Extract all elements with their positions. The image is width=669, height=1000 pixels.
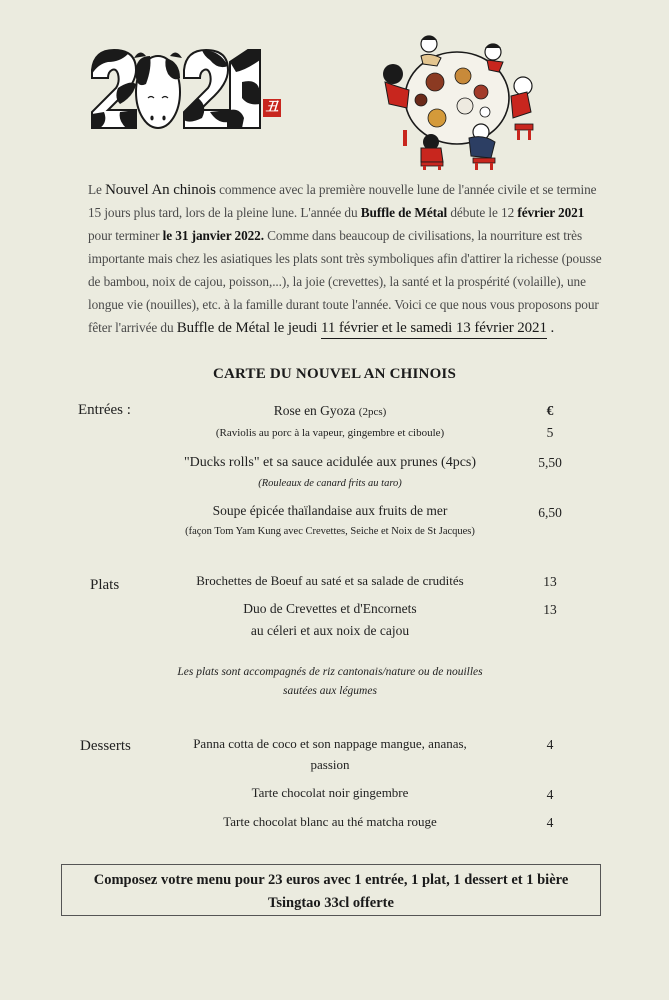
dish-ducks-rolls: "Ducks rolls" et sa sauce acidulée aux prunes (4pcs)	[183, 455, 477, 470]
digit-2-second	[184, 50, 228, 128]
section-label-plats: Plats	[90, 577, 120, 593]
family-dinner-illustration	[365, 30, 545, 170]
digit-1	[230, 50, 260, 128]
dish-price: 6,50	[538, 505, 562, 520]
dish-price: 4	[546, 815, 554, 830]
dish-duo-crevettes-line2: au céleri et aux noix de cajou	[250, 623, 410, 638]
cow-2021-logo	[90, 48, 280, 130]
dish-tarte-chocolat-noir: Tarte chocolat noir gingembre	[251, 785, 409, 800]
person-elder-right	[511, 77, 533, 140]
dish-panna-cotta-line2: passion	[310, 757, 350, 772]
intro-line-4: importante mais chez les asiatiques les plats sont très symboliques afin d'attirer la richesse (pousse	[88, 251, 602, 266]
event-dates-underlined: 11 février et le samedi 13 février 2021	[321, 320, 547, 339]
end-date-bold: le 31 janvier 2022.	[162, 228, 264, 243]
menu-offer-box	[61, 864, 601, 916]
section-label-entrees: Entrées :	[78, 402, 131, 418]
intro-line-1: Le Nouvel An chinois commence avec la première nouvelle lune de l'année civile et se termine	[88, 182, 597, 198]
section-label-desserts: Desserts	[80, 738, 131, 754]
intro-line-2: 15 jours plus tard, lors de la pleine lune. L'année du Buffle de Métal débute le 12 février 2021	[88, 205, 585, 220]
intro-line-5: de bambou, noix de cajou, poisson,...), la joie (crevettes), la santé et la prospérité (volaille), une	[88, 274, 586, 289]
dish-description: (façon Tom Yam Kung avec Crevettes, Seiche et Noix de St Jacques)	[185, 526, 475, 537]
dish-duo-crevettes: Duo de Crevettes et d'Encornets	[243, 601, 417, 616]
cow-face-zero	[134, 52, 182, 128]
person-top	[421, 36, 441, 66]
menu-title: CARTE DU NOUVEL AN CHINOIS	[212, 366, 457, 382]
person-red-left	[383, 64, 409, 108]
intro-line-7: fêter l'arrivée du Buffle de Métal le jeudi 11 février et le samedi 13 février 2021 .	[88, 320, 608, 337]
dish-description: (Rouleaux de canard frits au taro)	[258, 478, 402, 489]
dish-price: 4	[546, 787, 554, 802]
dish-brochettes-boeuf: Brochettes de Boeuf au saté et sa salade de crudités	[196, 573, 464, 588]
buffle-de-metal-bold: Buffle de Métal	[360, 205, 448, 220]
dish-rose-en-gyoza: Rose en Gyoza (2pcs)	[273, 403, 387, 418]
dish-price: 5,50	[538, 455, 562, 470]
dish-price: 13	[543, 574, 557, 589]
dish-price: 5	[546, 425, 554, 440]
dish-price: 13	[543, 602, 557, 617]
digit-2	[92, 50, 136, 128]
plats-accompaniment-note-line2: sautées aux légumes	[283, 685, 377, 697]
dish-soupe-epicee: Soupe épicée thaïlandaise aux fruits de mer	[212, 503, 448, 518]
dish-panna-cotta: Panna cotta de coco et son nappage mangue, ananas,	[193, 736, 467, 751]
intro-line-3: pour terminer le 31 janvier 2022. Comme dans beaucoup de civilisations, la nourriture est très	[88, 228, 583, 243]
ox-zodiac-seal-icon: 丑	[263, 99, 281, 117]
dish-tarte-chocolat-blanc: Tarte chocolat blanc au thé matcha rouge	[223, 814, 437, 829]
offer-line-2: Tsingtao 33cl offerte	[268, 895, 394, 911]
currency-header: €	[546, 403, 554, 418]
nouvel-an-chinois-emphasis: Nouvel An chinois	[105, 182, 216, 198]
plats-accompaniment-note: Les plats sont accompagnés de riz cantonais/nature ou de nouilles	[177, 666, 483, 678]
dish-description: (Raviolis au porc à la vapeur, gingembre et ciboule)	[215, 427, 445, 439]
offer-line-1: Composez votre menu pour 23 euros avec 1 entrée, 1 plat, 1 dessert et 1 bière	[93, 872, 569, 888]
dish-price: 4	[546, 737, 554, 752]
intro-line-6: longue vie (nouilles), etc. à la famille durant toute l'année. Voici ce que nous vous proposons pour	[88, 297, 599, 312]
